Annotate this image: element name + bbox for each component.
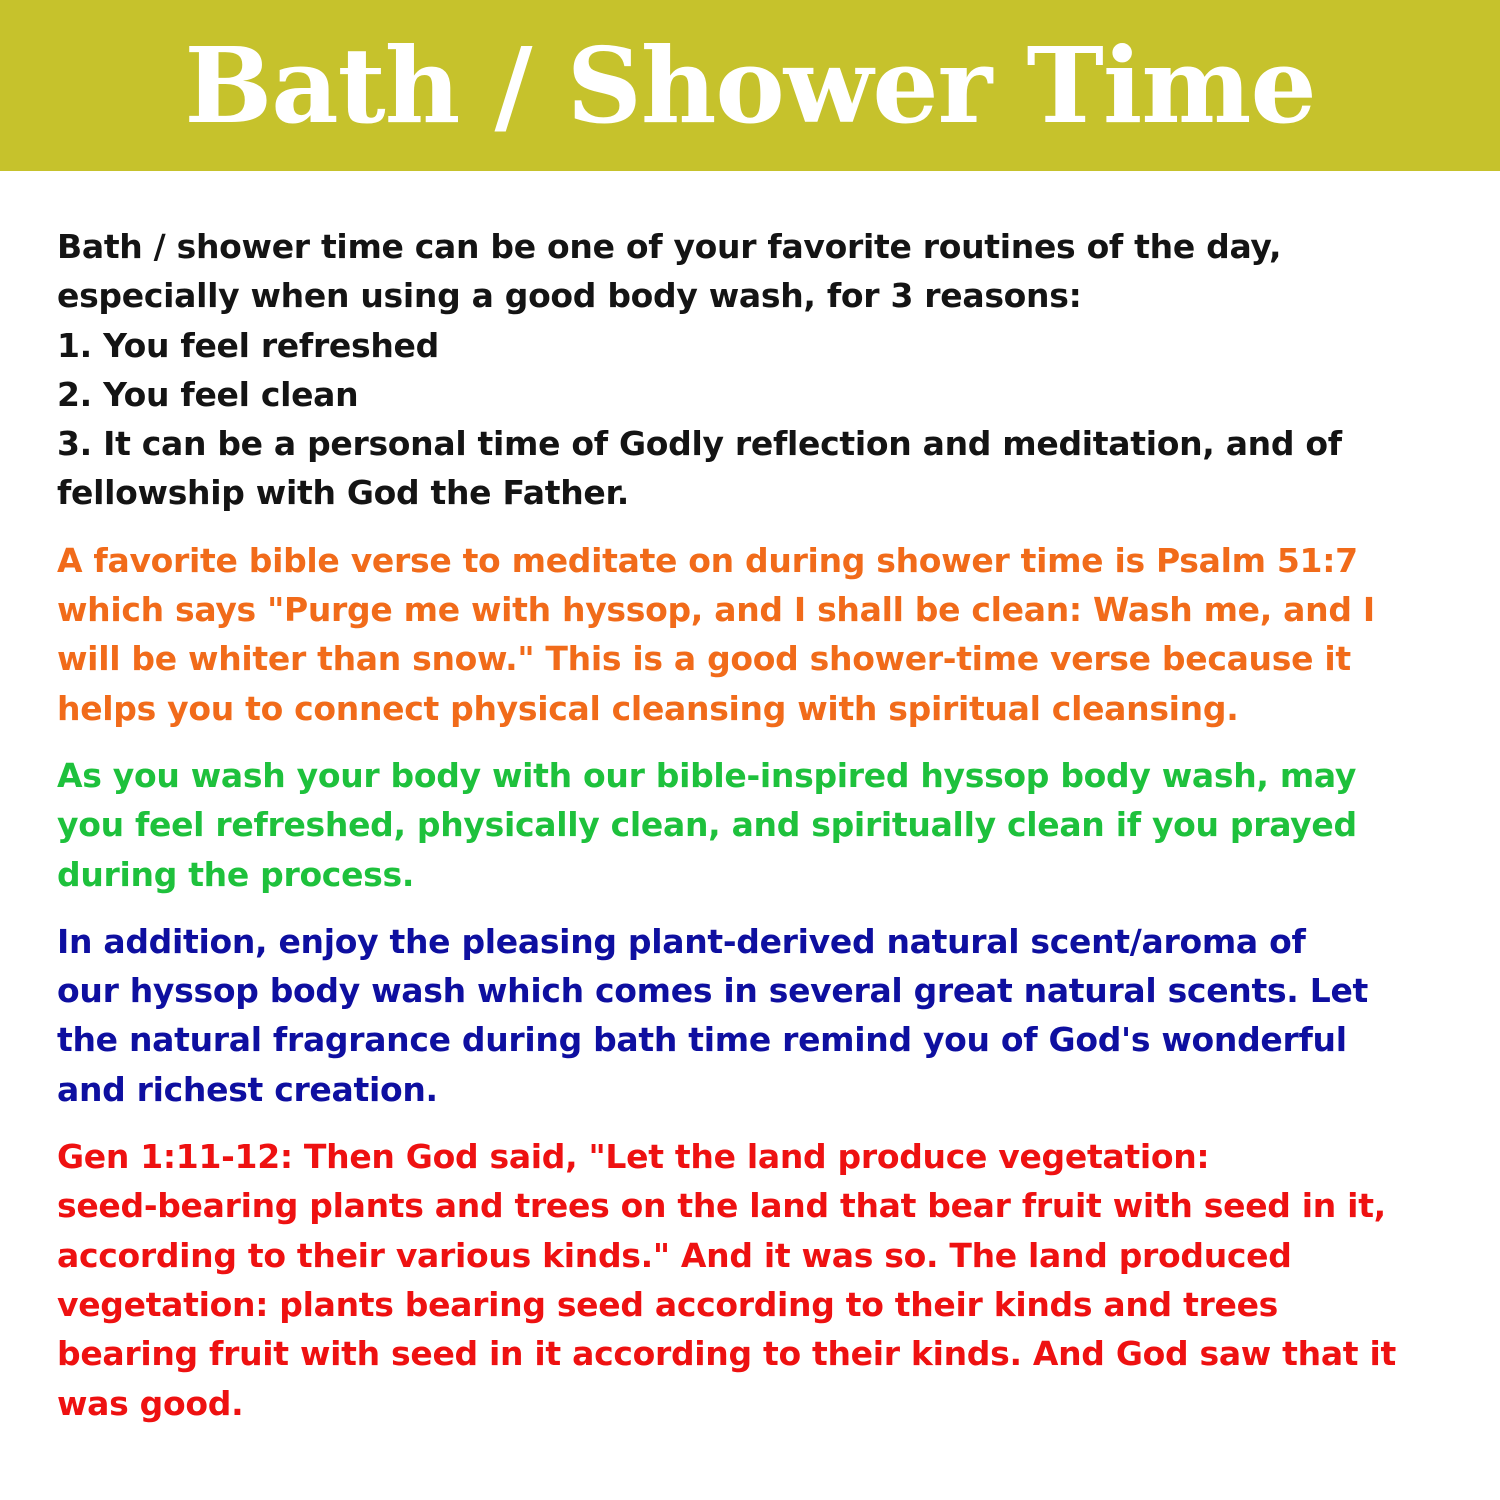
- paragraph-line: Gen 1:11-12: Then God said, "Let the land produce vegetation:: [57, 1137, 1210, 1177]
- paragraph-line: according to their various kinds." And it was so. The land produced: [57, 1235, 1292, 1275]
- reason-item-2: 2. You feel clean: [57, 374, 359, 414]
- paragraph-line: As you wash your body with our bible-inspired hyssop body wash, may: [57, 755, 1357, 795]
- header-banner: [0, 0, 1500, 171]
- main-content: [57, 222, 1477, 1446]
- intro-line: especially when using a good body wash, for 3 reasons:: [57, 276, 1082, 316]
- paragraph-line: helps you to connect physical cleansing with spiritual cleansing.: [57, 688, 1239, 728]
- paragraph-line: the natural fragrance during bath time remind you of God's wonderful: [57, 1020, 1347, 1060]
- genesis-verse-paragraph: [57, 1132, 1477, 1428]
- reason-item-3: 3. It can be a personal time of Godly reflection and meditation, and of: [57, 424, 1342, 464]
- paragraph-line: and richest creation.: [57, 1069, 438, 1109]
- reason-item-3-continued: fellowship with God the Father.: [57, 473, 629, 513]
- body-wash-paragraph: [57, 751, 1477, 899]
- paragraph-line: our hyssop body wash which comes in several great natural scents. Let: [57, 971, 1368, 1011]
- paragraph-line: vegetation: plants bearing seed according to their kinds and trees: [57, 1284, 1279, 1324]
- page-title: Bath / Shower Time: [184, 23, 1316, 147]
- reason-item-1: 1. You feel refreshed: [57, 325, 439, 365]
- paragraph-line: seed-bearing plants and trees on the land that bear fruit with seed in it,: [57, 1186, 1386, 1226]
- scent-paragraph: [57, 917, 1477, 1114]
- paragraph-line: In addition, enjoy the pleasing plant-derived natural scent/aroma of: [57, 921, 1306, 961]
- paragraph-line: bearing fruit with seed in it according to their kinds. And God saw that it: [57, 1334, 1396, 1374]
- intro-paragraph: [57, 222, 1477, 518]
- paragraph-line: A favorite bible verse to meditate on during shower time is Psalm 51:7: [57, 540, 1358, 580]
- paragraph-line: during the process.: [57, 854, 415, 894]
- paragraph-line: was good.: [57, 1383, 244, 1423]
- paragraph-line: which says "Purge me with hyssop, and I shall be clean: Wash me, and I: [57, 590, 1375, 630]
- paragraph-line: will be whiter than snow." This is a good shower-time verse because it: [57, 639, 1351, 679]
- psalm-verse-paragraph: [57, 536, 1477, 733]
- intro-line: Bath / shower time can be one of your favorite routines of the day,: [57, 227, 1282, 266]
- paragraph-line: you feel refreshed, physically clean, and spiritually clean if you prayed: [57, 805, 1357, 845]
